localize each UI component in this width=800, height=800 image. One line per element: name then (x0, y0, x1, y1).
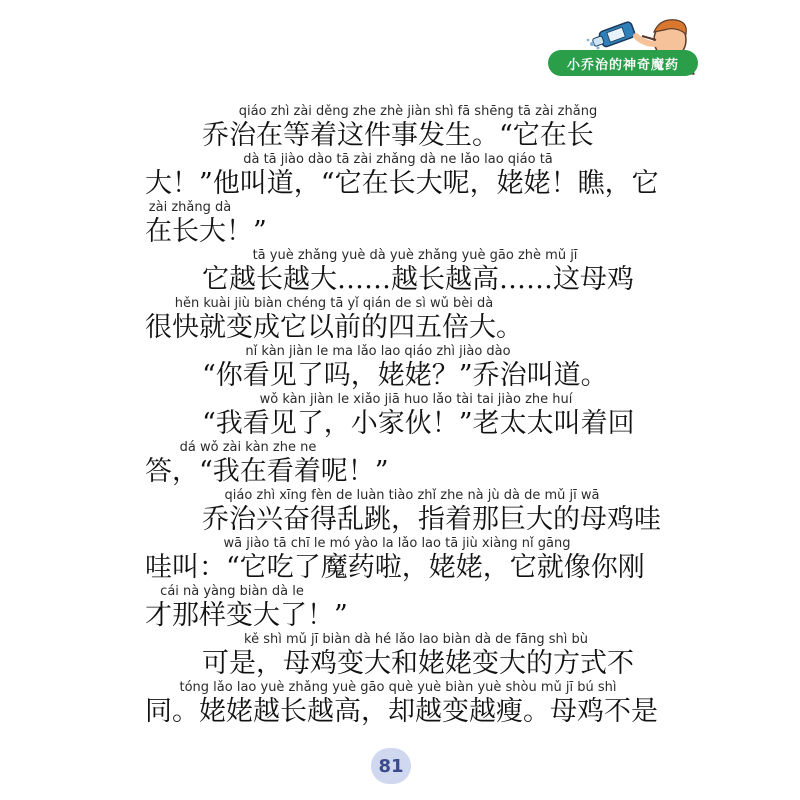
hanzi-text: 大！”他叫道，“它在长大呢，姥姥！瞧，它 (145, 168, 659, 199)
hanzi-text: 很快就变成它以前的四五倍大。 (145, 312, 523, 343)
pinyin-text: dà tā jiào dào tā zài zhǎng dà ne lǎo lao qiáo tā (243, 152, 553, 167)
pinyin-text: nǐ kàn jiàn le ma lǎo lao qiáo zhì jiào dào (245, 344, 511, 359)
pinyin-text: qiáo zhì zài děng zhe zhè jiàn shì fā shēng tā zài zhǎng (238, 104, 598, 119)
hanzi-text: 乔治在等着这件事发生。“它在长 (175, 120, 594, 151)
pinyin-text: qiáo zhì xīng fèn de luàn tiào zhǐ zhe nà jù dà de mǔ jī wā (224, 488, 600, 503)
pinyin-text: wǒ kàn jiàn le xiǎo jiā huo lǎo tài tai jiào zhe huí (259, 392, 573, 407)
pinyin-line (0, 440, 800, 488)
hanzi-text: 答，“我在看着呢！” (145, 456, 389, 487)
pinyin-line (0, 248, 800, 296)
hanzi-text: “你看见了吗，姥姥？”乔治叫道。 (175, 360, 608, 391)
pinyin-line (0, 632, 800, 680)
hanzi-text: 哇叫：“它吃了魔药啦，姥姥，它就像你刚 (145, 552, 645, 583)
pinyin-line (0, 296, 800, 344)
hanzi-text: 它越长越大……越长越高……这母鸡 (175, 264, 634, 295)
pinyin-text: kě shì mǔ jī biàn dà hé lǎo lao biàn dà de fāng shì bù (244, 632, 588, 647)
pinyin-text: cái nà yàng biàn dà le (160, 584, 304, 599)
pinyin-line (0, 536, 800, 584)
pinyin-line (0, 152, 800, 200)
hanzi-text: “我看见了，小家伙！”老太太叫着回 (175, 408, 635, 439)
hanzi-text: 乔治兴奋得乱跳，指着那巨大的母鸡哇 (175, 504, 661, 535)
hanzi-text: 可是，母鸡变大和姥姥变大的方式不 (175, 648, 634, 679)
pinyin-text: dá wǒ zài kàn zhe ne (179, 440, 317, 455)
hanzi-text: 才那样变大了！” (145, 600, 348, 631)
pinyin-text: tā yuè zhǎng yuè dà yuè zhǎng yuè gāo zhè mǔ jī (252, 248, 578, 263)
hanzi-text: 在长大！” (145, 216, 267, 247)
pinyin-line (0, 584, 800, 632)
hanzi-text: 同。姥姥越长越高，却越变越瘦。母鸡不是 (145, 696, 658, 727)
pinyin-line (0, 488, 800, 536)
pinyin-line (0, 344, 800, 392)
pinyin-text: tóng lǎo lao yuè zhǎng yuè gāo què yuè biàn yuè shòu mǔ jī bú shì (179, 680, 617, 695)
pinyin-line (0, 104, 800, 152)
pinyin-line (0, 200, 800, 248)
pinyin-text: zài zhǎng dà (148, 200, 232, 215)
pinyin-text: hěn kuài jiù biàn chéng tā yǐ qián de sì wǔ bèi dà (174, 296, 494, 311)
book-title: 小乔治的神奇魔药 (548, 50, 698, 76)
pinyin-line (0, 680, 800, 728)
page-number: 81 (371, 748, 411, 784)
pinyin-text: wā jiào tā chī le mó yào la lǎo lao tā jiù xiàng nǐ gāng (223, 536, 571, 551)
pinyin-line (0, 392, 800, 440)
